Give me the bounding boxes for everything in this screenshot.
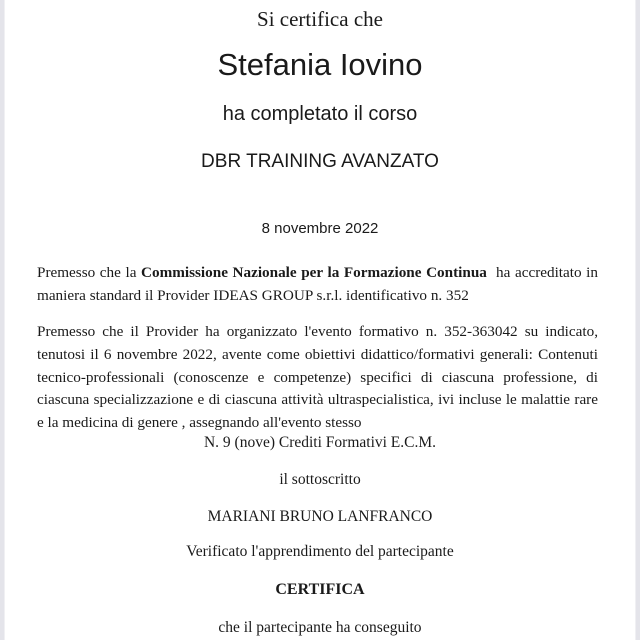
verification-text: Verificato l'apprendimento del partecipante bbox=[186, 543, 454, 560]
course-title: DBR TRAINING AVANZATO bbox=[201, 151, 439, 172]
accreditation-paragraph bbox=[37, 262, 602, 308]
completed-text: ha completato il corso bbox=[222, 103, 418, 125]
signer-name: MARIANI BRUNO LANFRANCO bbox=[207, 508, 433, 525]
achievement-text: che il partecipante ha conseguito bbox=[218, 619, 422, 636]
certifica-heading: CERTIFICA bbox=[275, 581, 365, 598]
commission-name: Commissione Nazionale per la Formazione Continua bbox=[141, 264, 487, 281]
accreditation-suffix: ha accreditato in maniera standard il Provider IDEAS GROUP s.r.l. identificativo n. 352 bbox=[37, 264, 602, 304]
event-paragraph: Premesso che il Provider ha organizzato l'evento formativo n. 352-363042 su indicato, tenutosi il 6 novembre 2022, avente come obiettivi didattico/formativi generali: Contenuti tecnico-professionali (conoscenze e competenze) specifici di ciascuna professione, di ciascuna specializzazione e di ciascuna attività ultraspecialistica, ivi incluse le malattie rare e la medicina di genere , assegnando all'evento stesso bbox=[37, 323, 598, 432]
credits-awarded: N. 9 (nove) Crediti Formativi E.C.M. bbox=[203, 434, 437, 451]
certificate-date: 8 novembre 2022 bbox=[261, 220, 379, 237]
undersigned-label: il sottoscritto bbox=[279, 471, 361, 488]
participant-name: Stefania Iovino bbox=[217, 47, 423, 82]
accreditation-prefix: Premesso che la bbox=[37, 264, 142, 281]
certificate-intro: Si certifica che bbox=[257, 7, 383, 31]
